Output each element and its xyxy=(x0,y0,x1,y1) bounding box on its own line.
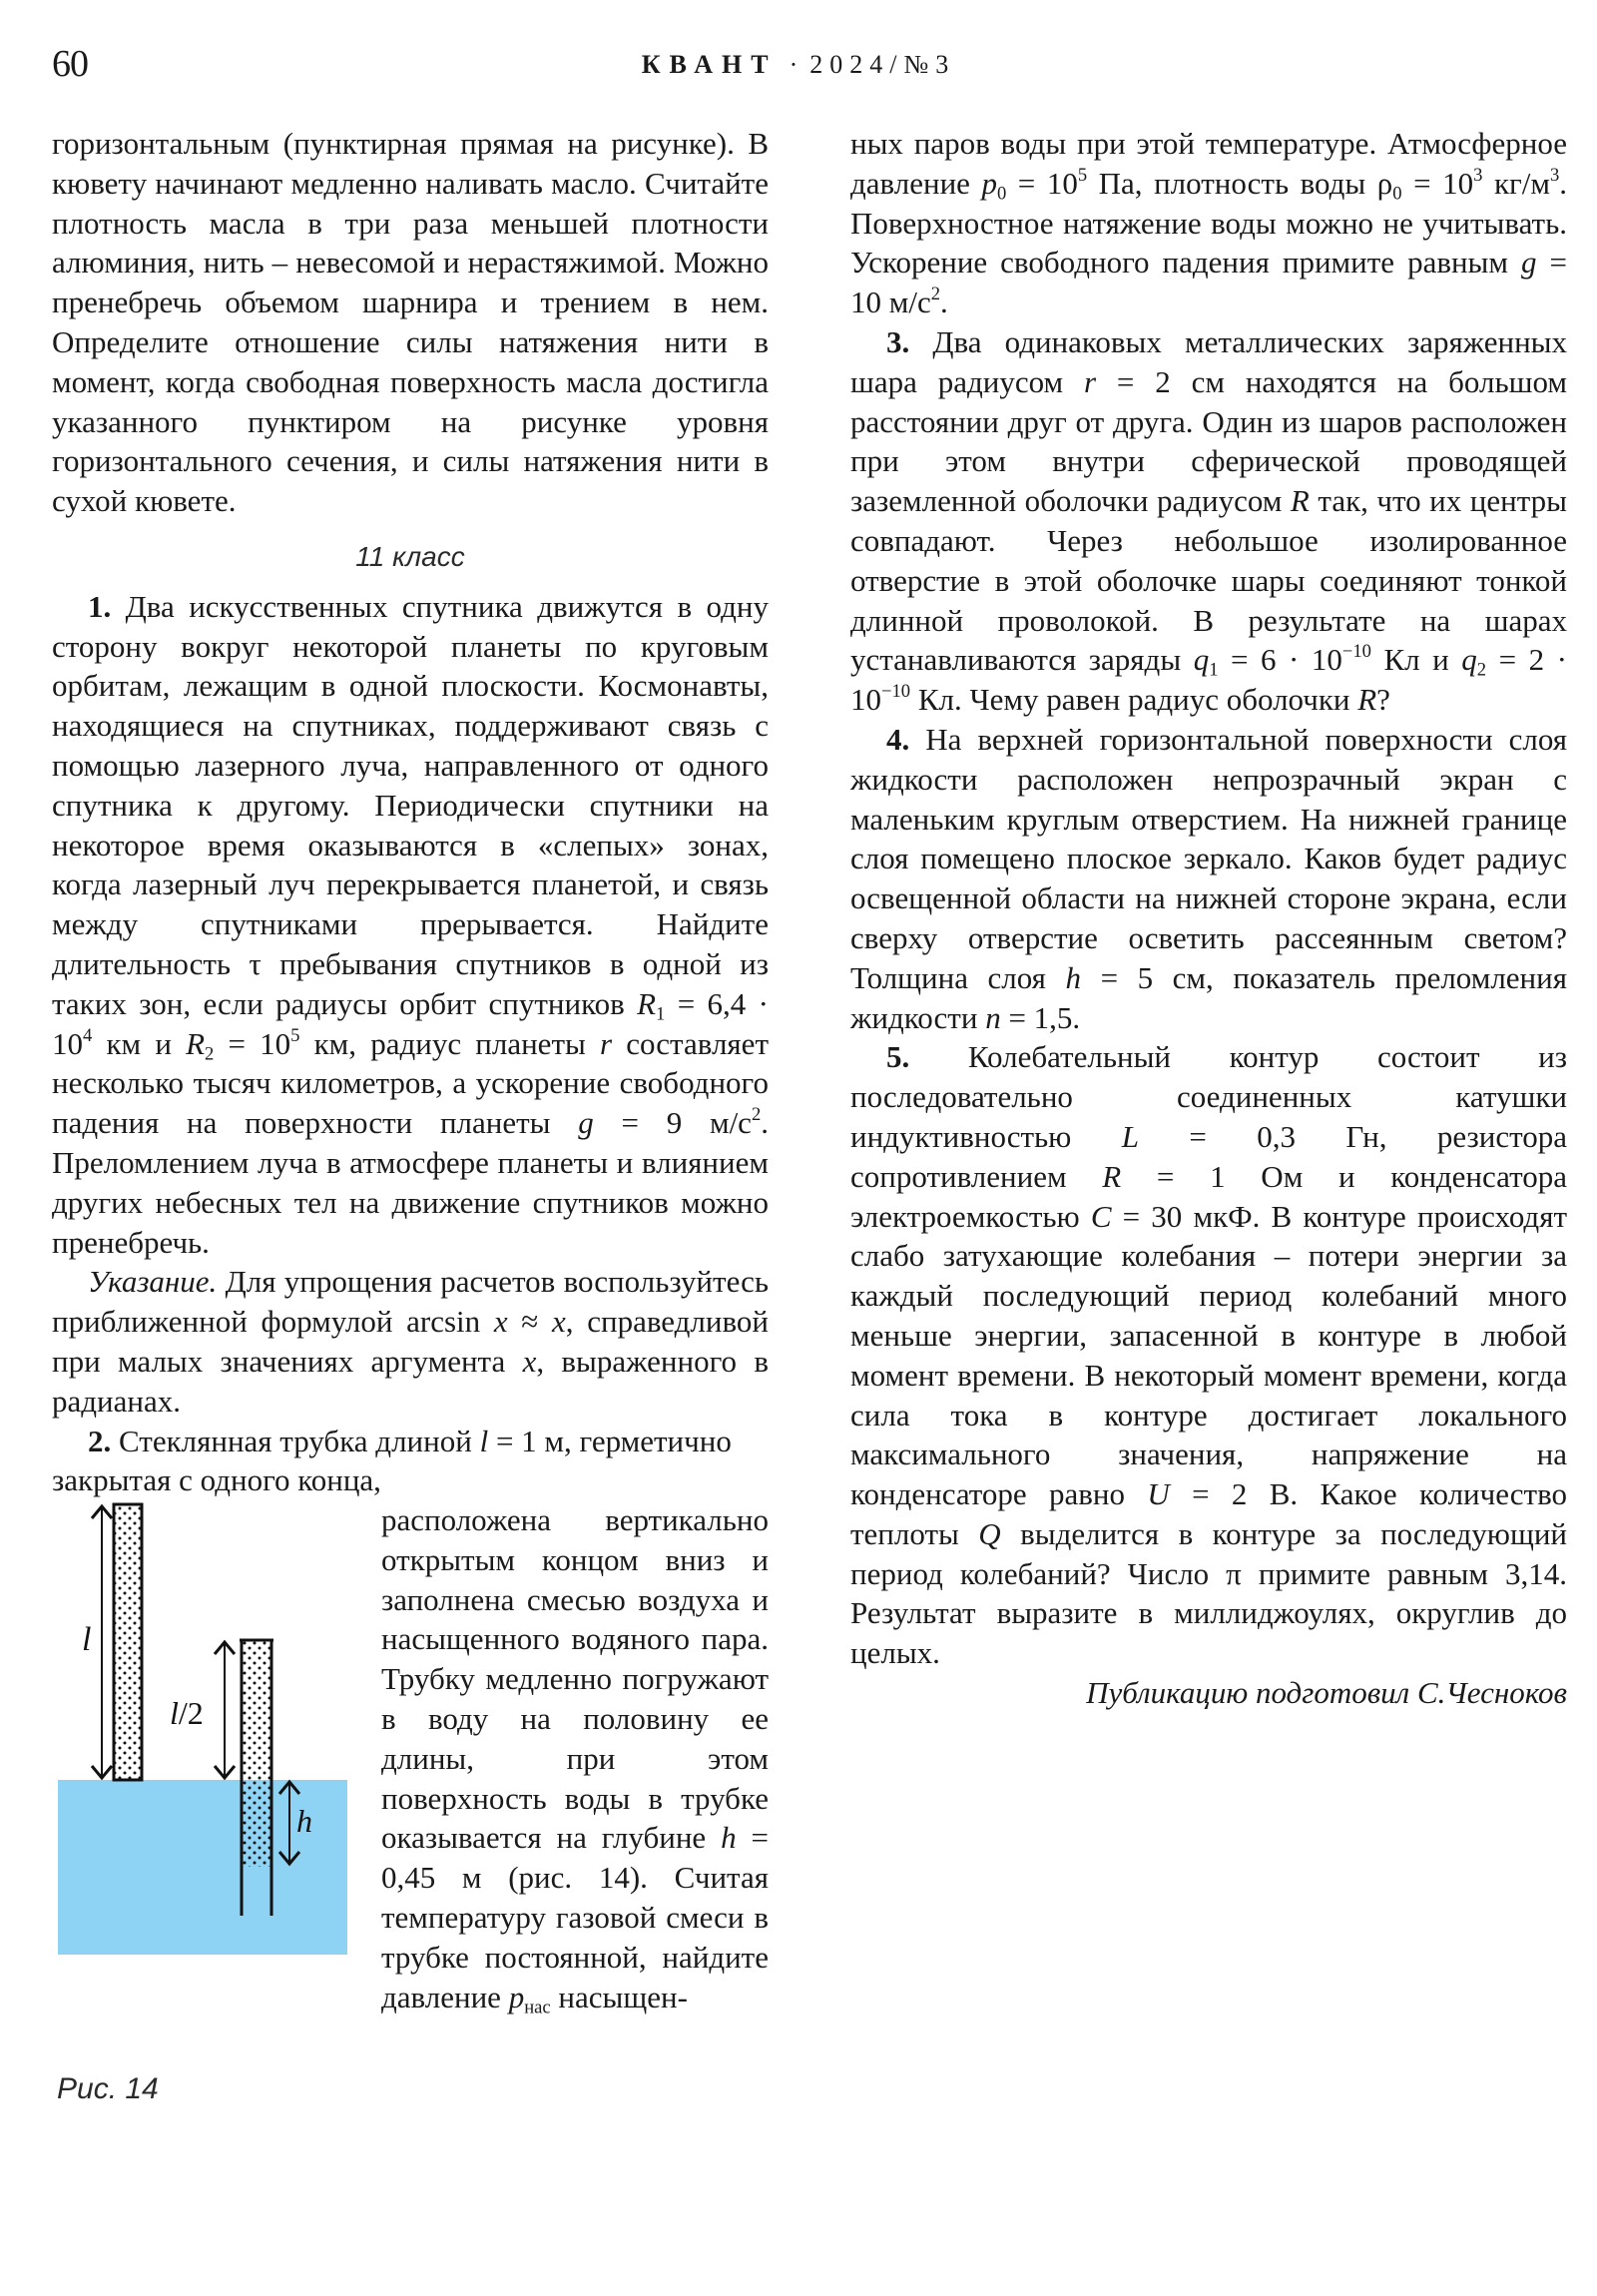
problem-4: 4. На верхней горизонтальной поверхности слоя жидкости расположен непрозрачный экран с маленьким круглым отверстием. На нижней границе слоя помещено плоское зеркало. Каков будет радиус освещенной области на нижней стороне экрана, если сверху отверстие осветить рассеянным светом? Толщина слоя h = 5 см, показатель преломления жидкости n = 1,5. xyxy=(850,721,1567,1035)
problem-2-start: 2. Стеклянная трубка длиной l = 1 м, герметично закрытая с одного конца, xyxy=(52,1423,732,1498)
problem-2-figure-block xyxy=(52,1500,769,2129)
issue-number: 2024/№3 xyxy=(809,50,956,79)
figure-caption: Рис. 14 xyxy=(57,2072,159,2106)
problem-number: 3. xyxy=(886,323,910,359)
page-number: 60 xyxy=(52,43,88,85)
problem-2-continuation: ных паров воды при этой температуре. Атмосферное давление $p_0 = 10^5$ Па, плотность воды $\rho_0 = 10^3$ $кг/м^3$. Поверхностное натяжение воды можно не учитывать. Ускорение свободного падения примите равным g = 10 $м/с^2$. xyxy=(850,126,1568,320)
problem-3: 3. Два одинаковых металлических заряженных шара радиусом r = 2 см находятся на большом расстоянии друг от друга. Один из шаров расположен при этом внутри сферической проводящей заземленной оболочки радиусом R так, что их центры совпадают. Через небольшое изолированное отверстие в этой оболочке шары соединяют тонкой длинной проволокой. В результате на шарах устанавливаются заряды $q_1 = 6 \cdot 10^{-10}$ Кл и $q_2 = 2 \cdot 10^{-10}$ Кл. Чему равен радиус оболочки R? xyxy=(850,323,1568,718)
problem-5: 5. Колебательный контур состоит из последовательно соединенных катушки индуктивностью L = 0,3 Гн, резистора сопротивлением R = 1 Ом и конденсатора электроемкостью C = 30 мкФ. В контуре происходят слабо затухающие колебания – потери энергии за каждый последующий период колебаний много меньше энергии, запасенной в контуре в любой момент времени. В некоторый момент времени, когда сила тока в контуре достигает локального максимального значения, напряжение на конденсаторе равно U = 2 В. Какое количество теплоты Q выделится в контуре за последующий период колебаний? Число π примите равным 3,14. Результат выразите в миллиджоулях, округлив до целых. xyxy=(850,1039,1568,1671)
page-header xyxy=(0,42,1597,92)
problem-2-wrapped-text: расположена вертикально открытым концом вниз и заполнена смесью воздуха и насыщенного водяного пара. Трубку медленно погружают в воду на половину ее длины, при этом поверхность воды в трубке оказывается на глубине h = 0,45 м (рис. 14). Считая температуру газовой смеси в трубке постоянной, найдите давление $p_{нас}$ насыщен- xyxy=(381,1502,769,2018)
journal-title xyxy=(0,50,1597,80)
intro-paragraph: горизонтальным (пунктирная прямая на рисунке). В кювету начинают медленно наливать масло. Считайте плотность масла в три раза меньшей плотности алюминия, нить – невесомой и нерастяжимой. Можно пренебречь объемом шарнира и трением в нем. Определите отношение силы натяжения нити в момент, когда свободная поверхность масла достигла указанного пунктиром на рисунке уровня горизонтального сечения, и силы натяжения нити в сухой кювете. xyxy=(52,126,769,519)
right-column xyxy=(850,124,1567,1713)
section-title: 11 класс xyxy=(355,540,465,572)
problem-1: 1. Два искусственных спутника движутся в одну сторону вокруг некоторой планеты по круговым орбитам, лежащим в одной плоскости. Космонавты, находящиеся на спутниках, поддерживают связь с помощью лазерного луча, направленного от одного спутника к другому. Периодически спутники на некоторое время оказываются в «слепых» зонах, когда лазерный луч перекрывается планетой, и связь между спутниками прерывается. Найдите длительность τ пребывания спутников в одной из таких зон, если радиусы орбит спутников $R_1 = 6,4 \cdot 10^4$ км и $R_2 = 10^5$ км, радиус планеты r составляет несколько тысяч километров, а ускорение свободного падения на поверхности планеты g = 9 $м/с^2$. Преломлением луча в атмосфере планеты и влиянием других небесных тел на движение спутников можно пренебречь. xyxy=(52,588,770,1260)
label-l-half: l/2 xyxy=(170,1695,204,1732)
problem-number: 4. xyxy=(886,721,910,757)
figure-14-diagram xyxy=(52,1500,381,2119)
hint-label: Указание. xyxy=(88,1264,218,1300)
header-separator: · xyxy=(789,50,798,79)
problem-number: 2. xyxy=(88,1423,112,1458)
left-tube xyxy=(114,1504,142,1780)
journal-name: КВАНТ xyxy=(641,50,778,79)
left-column xyxy=(52,124,769,2129)
hint-paragraph: Указание. Для упрощения расчетов воспользуйтесь приближенной формулой arcsin x ≈ x, справедливой при малых значениях аргумента x, выраженного в радианах. xyxy=(52,1264,770,1419)
label-l: l xyxy=(82,1621,92,1659)
author-credit: Публикацию подготовил С.Чесноков xyxy=(1086,1675,1567,1711)
problem-number: 1. xyxy=(88,588,112,624)
label-h: h xyxy=(296,1803,312,1840)
problem-number: 5. xyxy=(886,1039,910,1075)
